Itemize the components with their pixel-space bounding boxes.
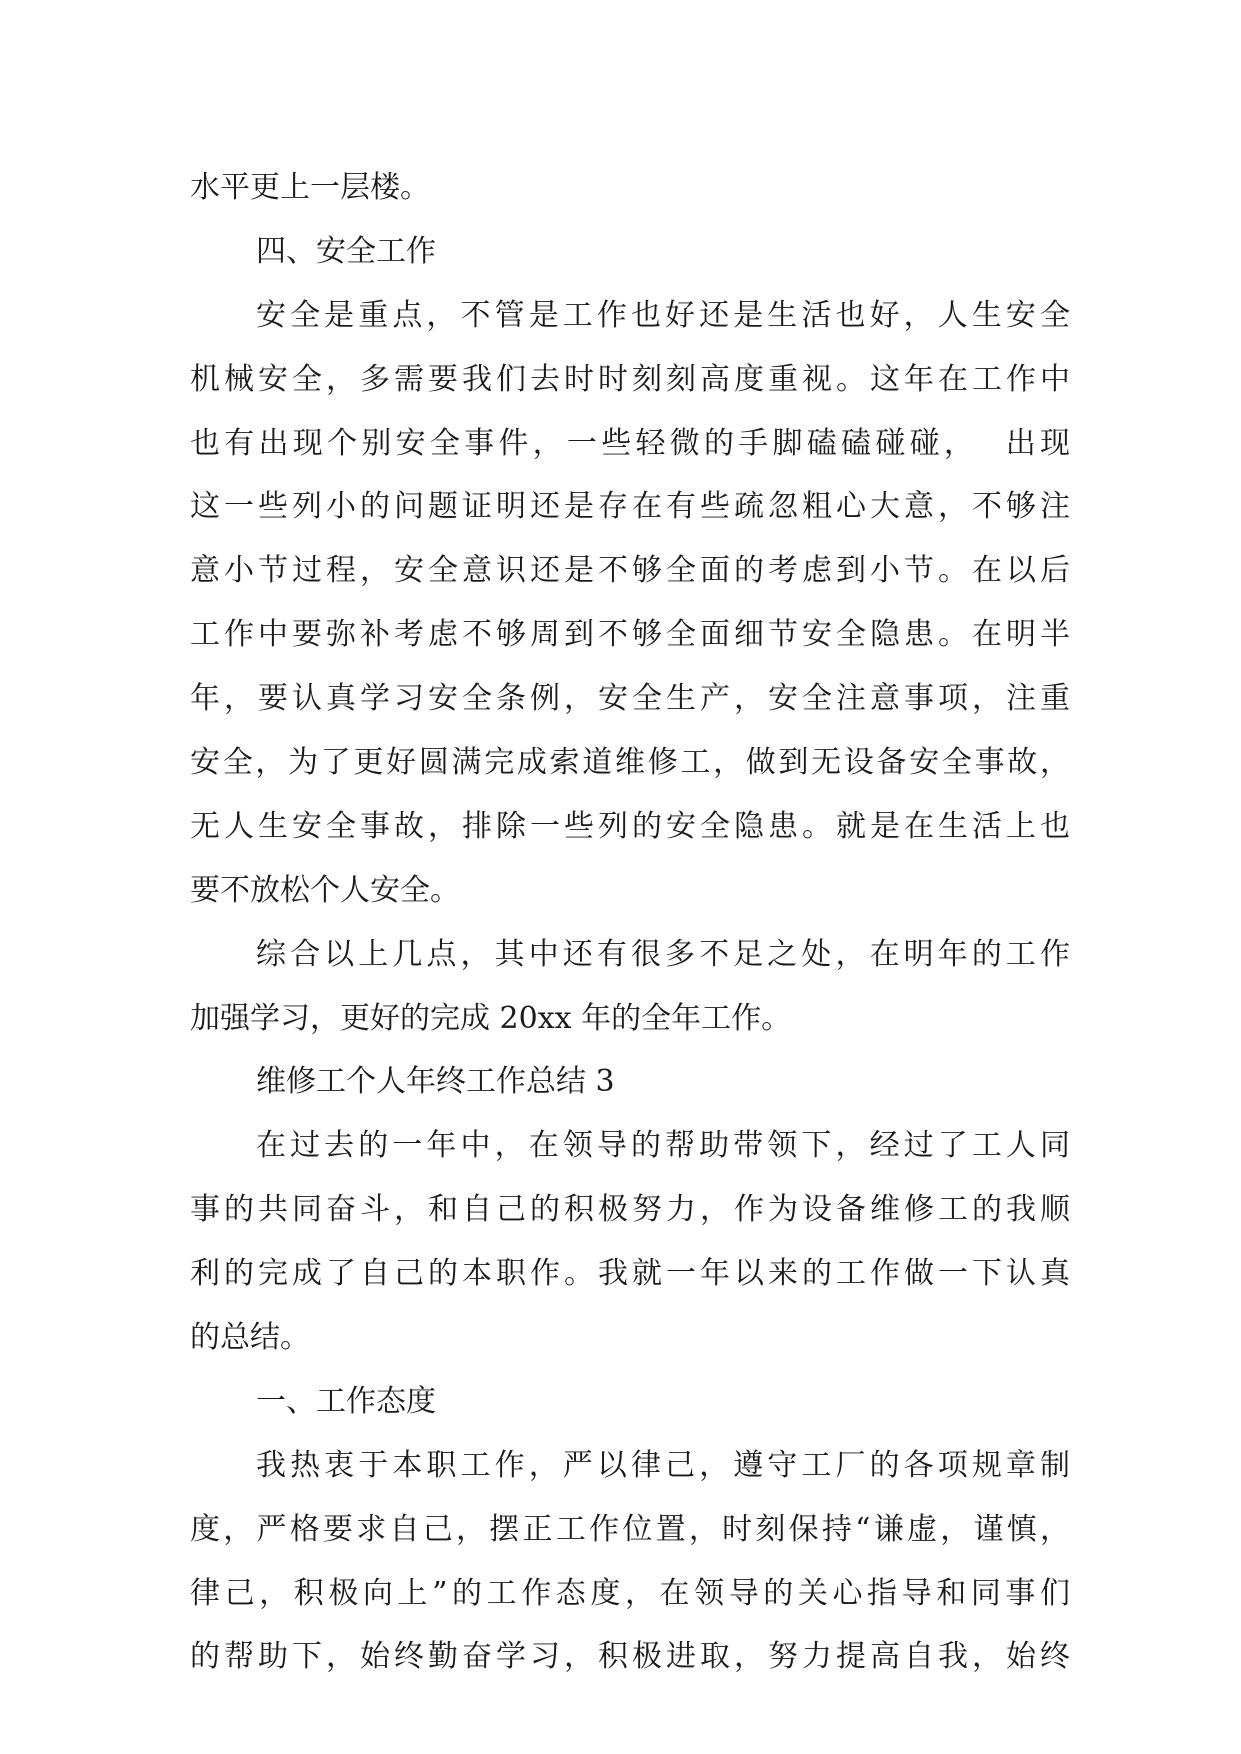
text-line-17: 事的共同奋斗，和自己的积极努力，作为设备维修工的我顺 [190,1192,1070,1228]
text-line-19: 的总结。 [190,1320,310,1356]
text-line-24: 的帮助下，始终勤奋学习，积极进取，努力提高自我，始终 [190,1639,1070,1675]
section-heading-safety-work: 四、安全工作 [256,233,436,269]
section-title-summary-3: 维修工个人年终工作总结 3 [256,1064,615,1100]
text-line-6: 这一些列小的问题证明还是存在有些疏忽粗心大意，不够注 [190,489,1070,525]
text-line-1: 水平更上一层楼。 [190,170,430,205]
text-line-9: 年，要认真学习安全条例，安全生产，安全注意事项，注重 [190,681,1070,717]
text-line-4: 机械安全，多需要我们去时时刻刻高度重视。这年在工作中 [190,361,1070,397]
text-line-3: 安全是重点，不管是工作也好还是生活也好，人生安全 [256,297,1070,333]
text-line-10: 安全，为了更好圆满完成索道维修工，做到无设备安全事故， [190,745,1070,781]
text-line-8: 工作中要弥补考虑不够周到不够全面细节安全隐患。在明半 [190,617,1070,653]
text-line-13: 综合以上几点，其中还有很多不足之处，在明年的工作 [256,936,1070,972]
text-line-18: 利的完成了自己的本职作。我就一年以来的工作做一下认真 [190,1256,1070,1292]
document-body [190,156,1070,1689]
section-heading-work-attitude: 一、工作态度 [256,1383,436,1419]
text-line-21: 我热衷于本职工作，严以律己，遵守工厂的各项规章制 [256,1447,1070,1483]
text-line-12: 要不放松个人安全。 [190,872,460,908]
text-line-23: 律己，积极向上”的工作态度，在领导的关心指导和同事们 [190,1575,1070,1611]
text-line-5: 也有出现个别安全事件，一些轻微的手脚磕磕碰碰， 出现 [190,425,1070,461]
text-line-16: 在过去的一年中，在领导的帮助带领下，经过了工人同 [256,1128,1070,1164]
text-line-14: 加强学习，更好的完成 20xx 年的全年工作。 [190,1000,792,1036]
text-line-22: 度，严格要求自己，摆正工作位置，时刻保持“谦虚，谨慎， [190,1511,1070,1547]
text-line-7: 意小节过程，安全意识还是不够全面的考虑到小节。在以后 [190,553,1070,589]
text-line-11: 无人生安全事故，排除一些列的安全隐患。就是在生活上也 [190,808,1070,844]
